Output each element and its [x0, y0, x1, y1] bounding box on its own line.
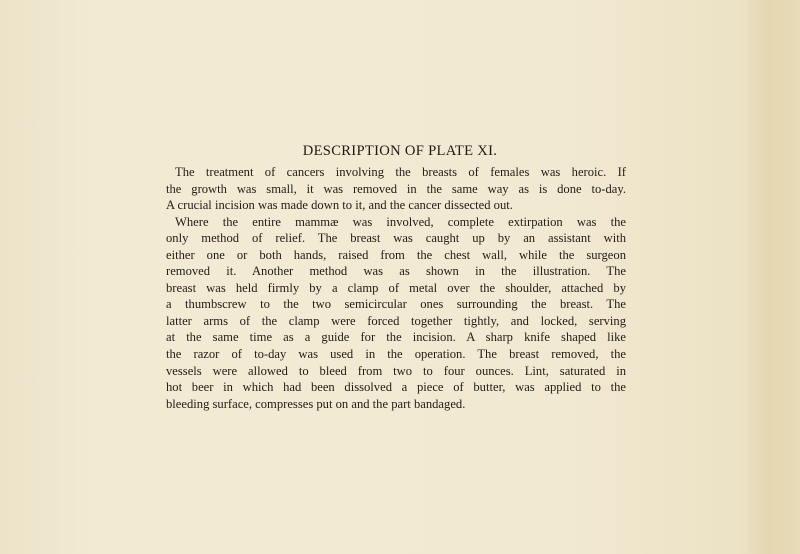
text-line: Where the entire mammæ was involved, complete extirpation was the — [175, 214, 626, 229]
text-line: at the same time as a guide for the incision. A sharp knife shaped like — [166, 330, 626, 345]
text-line: bleeding surface, compresses put on and the part bandaged. — [166, 396, 466, 411]
text-line: A crucial incision was made down to it, and the cancer dissected out. — [166, 198, 513, 213]
plate-title: DESCRIPTION OF PLATE XI. — [302, 143, 498, 159]
text-line: the growth was small, it was removed in the same way as is done to-day. — [166, 181, 626, 196]
text-line: breast was held firmly by a clamp of metal over the shoulder, attached by — [166, 280, 626, 295]
text-line: the razor of to-day was used in the operation. The breast removed, the — [166, 347, 626, 362]
description-text — [166, 164, 626, 412]
text-line: hot beer in which had been dissolved a piece of butter, was applied to the — [166, 380, 626, 395]
page-gutter-shading — [744, 0, 800, 554]
text-line: removed it. Another method was as shown in the illustration. The — [166, 264, 626, 279]
text-line: a thumbscrew to the two semicircular ones surrounding the breast. The — [166, 297, 626, 312]
text-line: The treatment of cancers involving the breasts of females was heroic. If — [175, 165, 626, 179]
text-line: only method of relief. The breast was caught up by an assistant with — [166, 231, 626, 246]
text-line: latter arms of the clamp were forced together tightly, and locked, serving — [166, 313, 626, 328]
text-line: either one or both hands, raised from the chest wall, while the surgeon — [166, 247, 626, 262]
text-line: vessels were allowed to bleed from two to four ounces. Lint, saturated in — [166, 363, 626, 378]
